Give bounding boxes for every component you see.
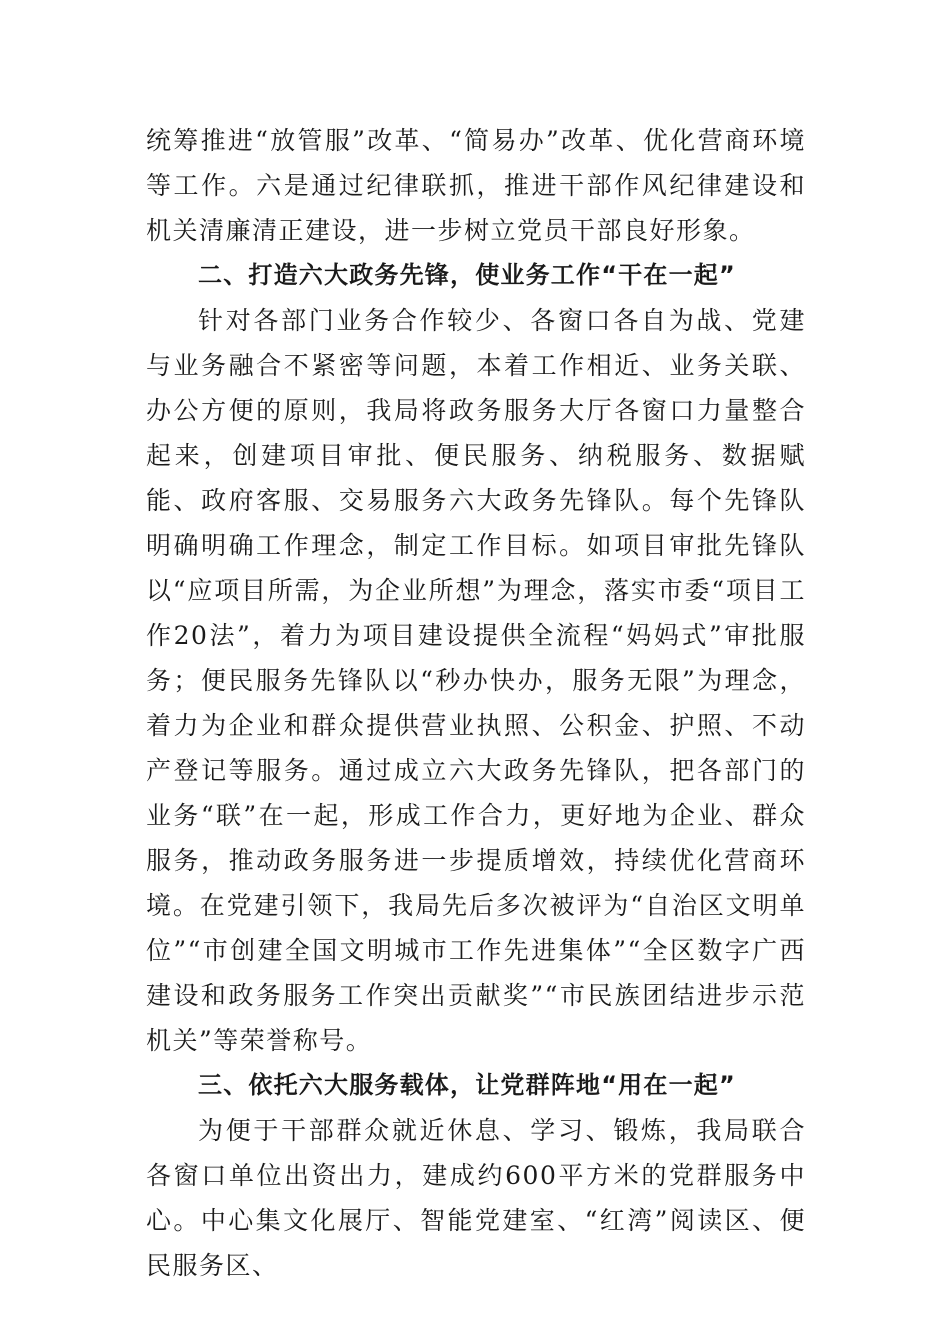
section-heading-2: 二、打造六大政务先锋，使业务工作“干在一起” bbox=[198, 261, 736, 289]
document-body bbox=[146, 118, 806, 1288]
paragraph-continued: 统筹推进“放管服”改革、“简易办”改革、优化营商环境等工作。六是通过纪律联抓，推进干部作风纪律建设和机关清廉清正建设，进一步树立党员干部良好形象。 bbox=[146, 126, 806, 245]
section-3-paragraph: 为便于干部群众就近休息、学习、锻炼，我局联合各窗口单位出资出力，建成约600平方米的党群服务中心。中心集文化展厅、智能党建室、“红湾”阅读区、便民服务区、 bbox=[146, 1116, 806, 1280]
section-2-paragraph: 针对各部门业务合作较少、各窗口各自为战、党建与业务融合不紧密等问题，本着工作相近、业务关联、办公方便的原则，我局将政务服务大厅各窗口力量整合起来，创建项目审批、便民服务、纳税服务、数据赋能、政府客服、交易服务六大政务先锋队。每个先锋队明确明确工作理念，制定工作目标。如项目审批先锋队以“应项目所需，为企业所想”为理念，落实市委“项目工作20法”，着力为项目建设提供全流程“妈妈式”审批服务；便民服务先锋队以“秒办快办，服务无限”为理念，着力为企业和群众提供营业执照、公积金、护照、不动产登记等服务。通过成立六大政务先锋队，把各部门的业务“联”在一起，形成工作合力，更好地为企业、群众服务，推动政务服务进一步提质增效，持续优化营商环境。在党建引领下，我局先后多次被评为“自治区文明单位”“市创建全国文明城市工作先进集体”“全区数字广西建设和政务服务工作突出贡献奖”“市民族团结进步示范机关”等荣誉称号。 bbox=[146, 306, 806, 1055]
section-heading-3: 三、依托六大服务载体，让党群阵地“用在一起” bbox=[198, 1071, 736, 1099]
